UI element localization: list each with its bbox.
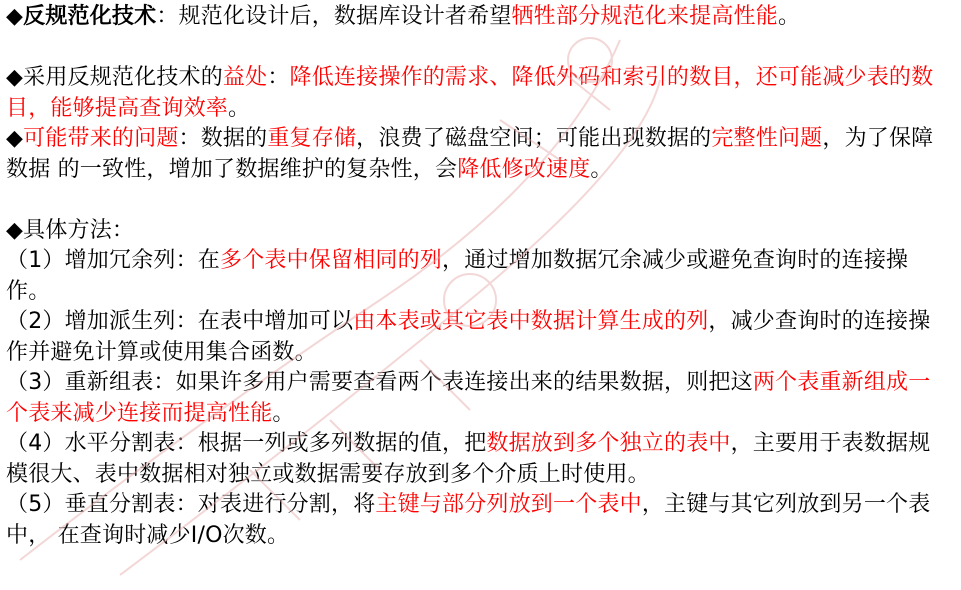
body-text: ，减少查询时的连接操作并避免计算或使用集合函数。 <box>6 309 931 365</box>
highlight-text: 数据放到多个独立的表中 <box>486 431 731 456</box>
body-text: ◆ <box>6 126 24 151</box>
paragraph <box>6 124 947 185</box>
body-text: （3）重新组表：如果许多用户需要查看两个表连接出来的结果数据，则把这 <box>6 370 753 395</box>
paragraph <box>6 63 947 124</box>
bold-heading-text: ◆反规范化技术 <box>6 4 157 29</box>
body-text: 。 <box>590 156 613 182</box>
body-text: （4）水平分割表：根据一列或多列数据的值，把 <box>6 431 487 456</box>
highlight-text: 两个表重新组成一个表来减少连接而提高性能 <box>6 370 931 426</box>
body-text: ◆采用反规范化技术的 <box>6 65 223 90</box>
highlight-text: 降低修改速度 <box>457 156 591 182</box>
body-text: ： <box>267 65 290 90</box>
highlight-text: 由本表或其它表中数据计算生成的列 <box>353 309 709 334</box>
body-text: ◆具体方法： <box>6 217 135 243</box>
body-text: ，浪费了磁盘空间；可能出现数据的 <box>356 126 712 151</box>
body-text: 。 <box>777 4 801 29</box>
highlight-text: 可能带来的问题 <box>23 126 179 151</box>
highlight-text: 主键与部分列放到一个表中 <box>375 492 642 517</box>
body-text: ，主键与其它列放到另一个表中， 在查询时减少I/O次数。 <box>6 492 931 548</box>
body-text: （5）垂直分割表：对表进行分割，将 <box>6 492 376 517</box>
body-text: ：数据的 <box>178 126 268 151</box>
body-text: ，为了保障数据 的一致性，增加了数据维护的复杂性，会 <box>6 126 934 182</box>
body-text: （1）增加冗余列：在 <box>6 248 220 273</box>
paragraph <box>6 490 947 551</box>
paragraph-gap <box>6 33 947 64</box>
paragraph <box>6 429 947 490</box>
highlight-text: 降低连接操作的需求、降低外码和索引的数目，还可能减少表的数目，能够提高查询效率 <box>6 65 934 121</box>
text-body <box>6 2 947 551</box>
highlight-text: 多个表中保留相同的列 <box>220 248 443 273</box>
body-text: ，主要用于表数据规模很大、表中数据相对独立或数据需要存放到多个介质上时使用。 <box>6 431 931 487</box>
paragraph <box>6 246 947 307</box>
paragraph-gap <box>6 185 947 216</box>
body-text: （2）增加派生列：在表中增加可以 <box>6 309 354 334</box>
highlight-text: 完整性问题 <box>711 126 823 151</box>
highlight-text: 益处 <box>222 65 268 90</box>
paragraph <box>6 368 947 429</box>
paragraph <box>6 2 947 33</box>
body-text: ：规范化设计后，数据库设计者希望 <box>156 4 512 29</box>
highlight-text: 牺牲部分规范化来提高性能 <box>511 4 778 29</box>
paragraph <box>6 216 947 247</box>
body-text: 。 <box>228 95 251 121</box>
body-text: 。 <box>272 400 295 426</box>
highlight-text: 重复存储 <box>267 126 357 151</box>
body-text: ，通过增加数据冗余减少或避免查询时的连接操作。 <box>6 248 909 304</box>
paragraph <box>6 307 947 368</box>
